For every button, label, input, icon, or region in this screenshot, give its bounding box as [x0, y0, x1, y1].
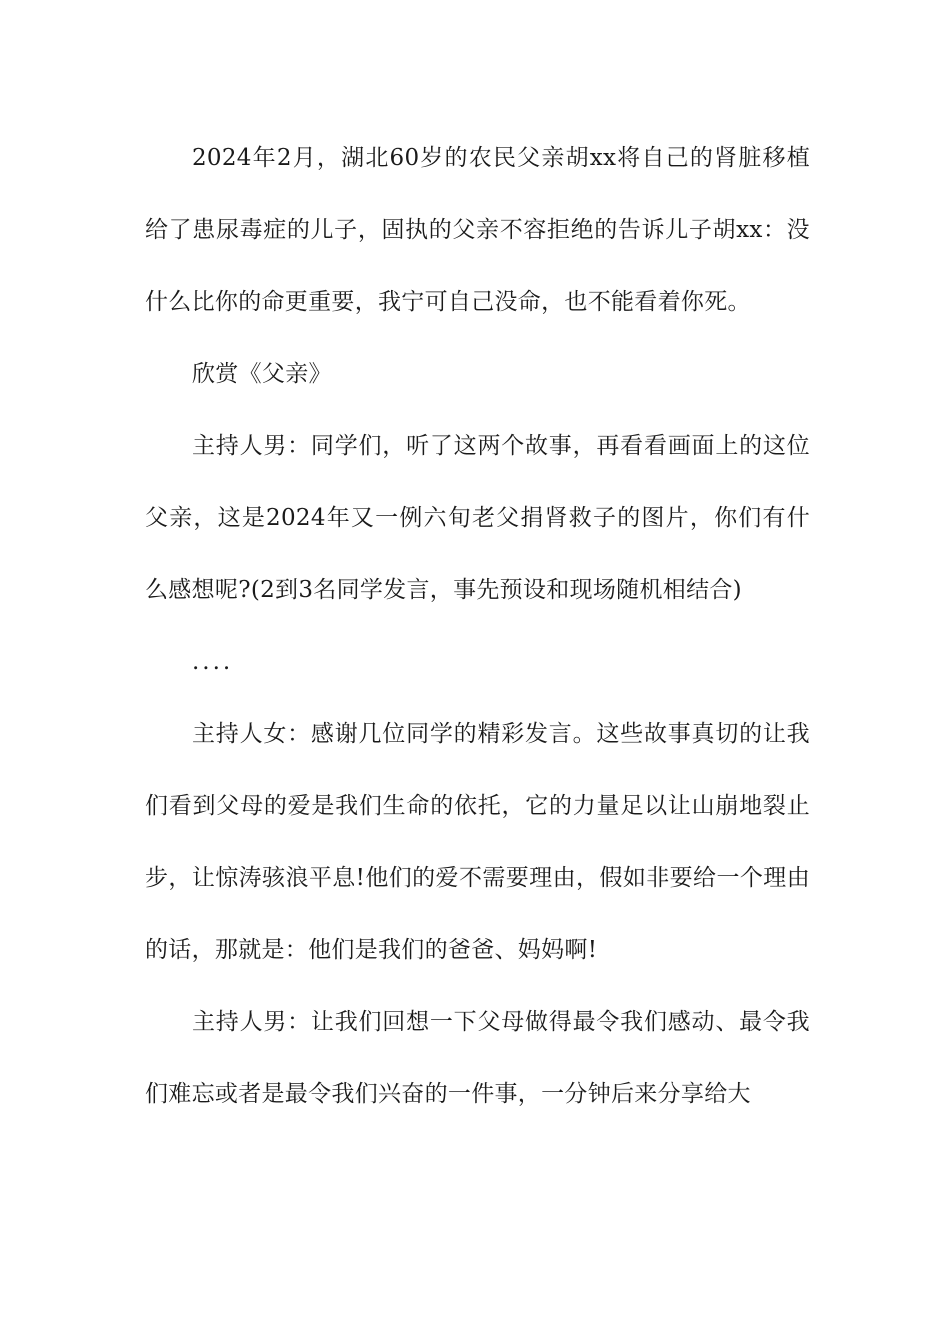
- paragraph-appreciate-father: 欣赏《父亲》: [192, 361, 332, 387]
- paragraph-male-host-question: 主持人男：同学们，听了这两个故事，再看看画面上的这位父亲，这是2024年又一例六旬老父捐肾救子的图片，你们有什么感想呢?(2到3名同学发言，事先预设和现场随机相结合): [145, 433, 810, 603]
- paragraph-male-host-recall: 主持人男：让我们回想一下父母做得最令我们感动、最令我们难忘或者是最令我们兴奋的一件事，一分钟后来分享给大: [145, 1009, 810, 1107]
- paragraph-female-host-thanks: 主持人女：感谢几位同学的精彩发言。这些故事真切的让我们看到父母的爱是我们生命的依托，它的力量足以让山崩地裂止步，让惊涛骇浪平息!他们的爱不需要理由，假如非要给一个理由的话，那就是：他们是我们的爸爸、妈妈啊!: [145, 721, 810, 963]
- paragraph-kidney-donation-story: 2024年2月，湖北60岁的农民父亲胡xx将自己的肾脏移植给了患尿毒症的儿子，固执的父亲不容拒绝的告诉儿子胡xx：没什么比你的命更重要，我宁可自己没命，也不能看着你死。: [145, 145, 810, 315]
- document-body: [145, 122, 810, 1130]
- paragraph-ellipsis: ....: [192, 649, 234, 675]
